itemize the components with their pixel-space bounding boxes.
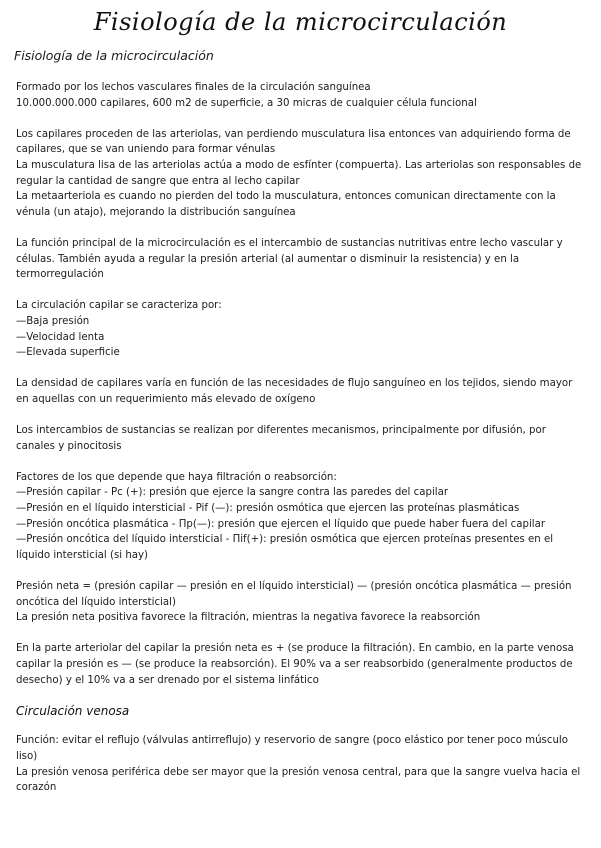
- paragraph-arteriolar: En la parte arteriolar del capilar la presión neta es + (se produce la filtración). En cambio, en la parte venosa capilar la presión es — (se produce la reabsorción). El 90% va a ser reabsorbido (generalmente productos de desecho) y el 10% va a ser drenado por el sistema linfático: [16, 643, 574, 686]
- text-line: La musculatura lisa de las arteriolas actúa a modo de esfínter (compuerta). Las arteriolas son responsables de regular la cantidad de sangre que entra al lecho capilar: [16, 159, 582, 187]
- text-line: Los capilares proceden de las arteriolas, van perdiendo musculatura lisa entonces van adquiriendo forma de capilares, que se van uniendo para formar vénulas: [16, 128, 571, 156]
- text-line: La presión neta positiva favorece la filtración, mientras la negativa favorece la reabsorción: [16, 612, 481, 624]
- text-line: La metaarteriola es cuando no pierden del todo la musculatura, entonces comunican directamente con la vénula (un atajo), mejorando la distribución sanguínea: [16, 191, 556, 218]
- paragraph-venosa: [16, 733, 588, 795]
- page-title: Fisiología de la microcirculación: [93, 8, 508, 36]
- text-line: Presión neta = (presión capilar — presión en el líquido intersticial) — (presión oncótica plasmática — presión oncótica del líquido intersticial): [16, 581, 572, 608]
- paragraph-densidad: La densidad de capilares varía en función de las necesidades de flujo sanguíneo en los tejidos, siendo mayor en aquellas con un requerimiento más elevado de oxígeno: [16, 378, 573, 405]
- paragraph-presion-neta: [16, 579, 588, 626]
- list-intro: La circulación capilar se caracteriza por:: [16, 300, 222, 312]
- list-item: —Presión en el líquido intersticial - Pif (—): presión osmótica que ejercen las proteínas plasmáticas: [16, 503, 520, 515]
- text-line: La presión venosa periférica debe ser mayor que la presión venosa central, para que la sangre vuelva hacia el corazón: [16, 766, 581, 794]
- list-intro: Factores de los que depende que haya filtración o reabsorción:: [16, 471, 337, 483]
- section-subtitle: Fisiología de la microcirculación: [14, 48, 214, 63]
- text-line: 10.000.000.000 capilares, 600 m2 de superficie, a 30 micras de cualquier célula funcional: [16, 97, 477, 109]
- document-body: [16, 80, 588, 796]
- list-item: —Baja presión: [16, 315, 90, 327]
- list-item: —Velocidad lenta: [16, 331, 105, 343]
- paragraph-lechos: [16, 80, 588, 111]
- list-item: —Presión oncótica del líquido intersticial - Πif(+): presión osmótica que ejercen proteínas presentes en el líquido intersticial (si hay): [16, 534, 554, 561]
- paragraph-funcion: La función principal de la microcirculación es el intercambio de sustancias nutritivas entre lecho vascular y células. También ayuda a regular la presión arterial (al aumentar o disminuir la resistencia) y en la termorregulación: [16, 237, 563, 281]
- paragraph-capilares: [16, 127, 588, 221]
- text-line: Formado por los lechos vasculares finales de la circulación sanguínea: [16, 82, 371, 93]
- paragraph-caracteristicas: [16, 298, 588, 360]
- paragraph-intercambios: Los intercambios de sustancias se realizan por diferentes mecanismos, principalmente por difusión, por canales y pinocitosis: [16, 425, 546, 452]
- list-item: —Presión oncótica plasmática - Πp(—): presión que ejercen el líquido que puede haber fuera del capilar: [16, 518, 546, 530]
- list-item: —Elevada superficie: [16, 347, 120, 359]
- section-heading-venosa: Circulación venosa: [16, 703, 130, 718]
- list-item: —Presión capilar - Pc (+): presión que ejerce la sangre contra las paredes del capilar: [16, 487, 449, 499]
- text-line: Función: evitar el reflujo (válvulas antirreflujo) y reservorio de sangre (poco elástico por tener poco músculo liso): [16, 735, 568, 762]
- paragraph-factores: [16, 470, 588, 564]
